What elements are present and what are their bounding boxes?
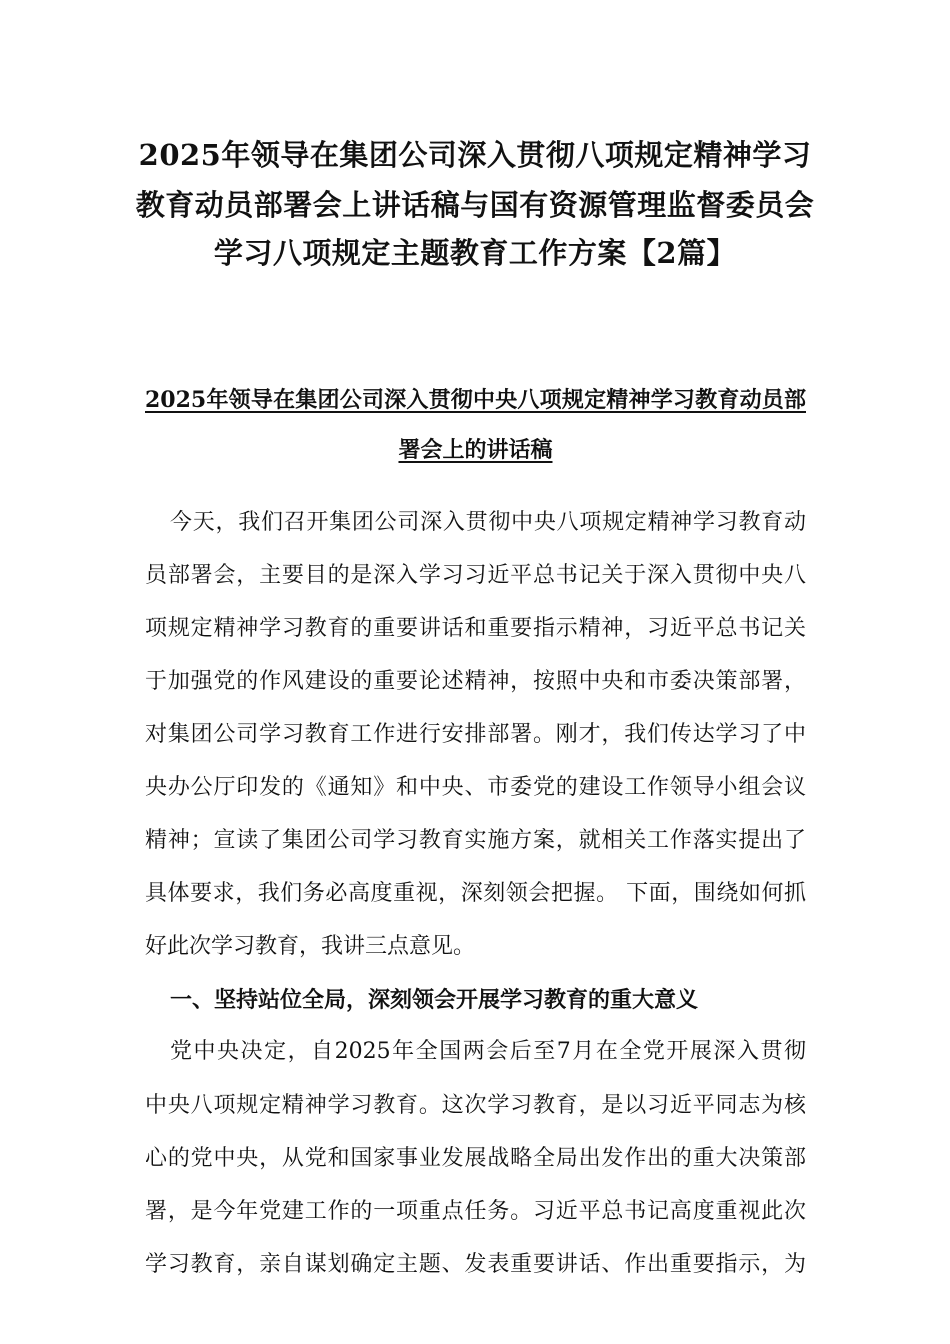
body-line: 精神；宣读了集团公司学习教育实施方案，就相关工作落实提出了 [145,828,806,853]
body-line: 好此次学习教育，我讲三点意见。 [145,934,476,959]
document-title-line-2: 教育动员部署会上讲话稿与国有资源管理监督委员会 [135,188,815,222]
body-line: 党中央决定，自2025年全国两会后至7月在全党开展深入贯彻 [170,1039,806,1064]
body-line: 署，是今年党建工作的一项重点任务。习近平总书记高度重视此次 [145,1199,806,1224]
body-line: 今天，我们召开集团公司深入贯彻中央八项规定精神学习教育动 [170,510,806,535]
section-heading: 一、坚持站位全局，深刻领会开展学习教育的重大意义 [170,987,699,1013]
body-line: 心的党中央，从党和国家事业发展战略全局出发作出的重大决策部 [145,1146,806,1171]
section-title-line-1: 2025年领导在集团公司深入贯彻中央八项规定精神学习教育动员部 [145,387,806,413]
section-title-line-2: 署会上的讲话稿 [398,437,553,463]
body-line: 学习教育，亲自谋划确定主题、发表重要讲话、作出重要指示，为 [145,1252,806,1277]
document-title-line-1: 2025年领导在集团公司深入贯彻八项规定精神学习 [138,138,812,172]
body-line: 项规定精神学习教育的重要讲话和重要指示精神，习近平总书记关 [145,616,806,641]
body-line: 员部署会，主要目的是深入学习习近平总书记关于深入贯彻中央八 [145,563,806,588]
body-line: 中央八项规定精神学习教育。这次学习教育，是以习近平同志为核 [145,1093,806,1118]
body-line: 具体要求，我们务必高度重视，深刻领会把握。 下面，围绕如何抓 [145,881,806,906]
document-title-line-3: 学习八项规定主题教育工作方案【2篇】 [213,236,737,270]
body-line: 对集团公司学习教育工作进行安排部署。刚才，我们传达学习了中 [145,722,806,747]
body-line: 于加强党的作风建设的重要论述精神，按照中央和市委决策部署， [145,669,806,694]
body-line: 央办公厅印发的《通知》和中央、市委党的建设工作领导小组会议 [145,775,806,800]
